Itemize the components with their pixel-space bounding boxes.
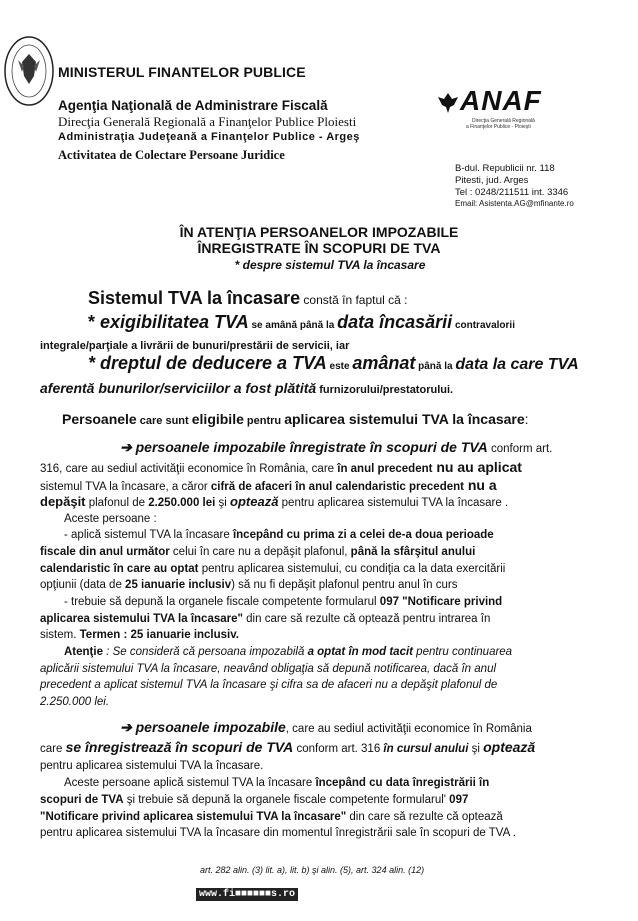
deduction-line: * dreptul de deducere a TVA este amânat până la data la care TVA (88, 353, 579, 373)
deduction-line-2: aferentă bunurilor/serviciilor a fost plătită furnizorului/prestatorului. (40, 380, 454, 396)
body-line: pentru aplicarea sistemului TVA la încasare din momentul înregistrării sale în scopuri de TVA . (40, 827, 516, 839)
regional-direction: Direcţia Generală Regională a Finanţelor Publice Ploiesti (58, 114, 357, 129)
intro-line: Sistemul TVA la încasare constă în faptul că : (88, 288, 408, 308)
body-line: 316, care au sediul activităţii economice în România, care în anul precedent nu au aplicat (40, 459, 522, 475)
body-line: care se înregistrează în scopuri de TVA conform art. 316 în cursul anului şi optează (40, 739, 536, 755)
activity-name: Activitatea de Colectare Persoane Juridice (58, 148, 285, 162)
email-address: Email: Asistenta.AG@mfinante.ro (455, 199, 574, 208)
logo-subtitle-1: Direcţia Generală Regională (472, 118, 535, 124)
body-line: Aceste persoane : (64, 513, 157, 525)
logo-subtitle-2: a Finanţelor Publice - Ploieşti (466, 124, 531, 130)
body-line: calendaristic în care au optat pentru aplicarea sistemului, cu condiţia ca la data exercitării (40, 563, 506, 575)
attention-note-line: aplicării sistemului TVA la încasare, neavând obligaţia să depună notificarea, dacă în anul (40, 663, 497, 675)
title-line-1: ÎN ATENŢIA PERSOANELOR IMPOZABILE (179, 224, 459, 240)
agency-name: Agenţia Naţională de Administrare Fiscală (58, 98, 328, 113)
body-line: depăşit plafonul de 2.250.000 lei şi optează pentru aplicarea sistemului TVA la încasare . (40, 494, 509, 509)
title-subtitle: * despre sistemul TVA la încasare (234, 258, 426, 272)
body-line: opţiunii (data de 25 ianuarie inclusiv) să nu fi depăşit plafonul pentru anul în curs (40, 579, 458, 591)
anaf-logo-text: ANAF (460, 85, 542, 116)
exigibility-line: * exigibilitatea TVA se amână până la data încasării contravalorii (88, 312, 515, 332)
anaf-eagle-icon (436, 91, 460, 113)
address-line: Tel : 0248/211511 int. 3346 (455, 187, 569, 198)
attention-note-line: 2.250.000 lei. (40, 696, 110, 708)
body-line: fiscale din anul următor celui în care nu a depăşit plafonul, până la sfârşitul anului (40, 546, 476, 558)
attention-note: Atenţie : Se consideră că persoana impozabilă a optat în mod tacit pentru continuarea (64, 646, 513, 658)
body-line: "Notificare privind aplicarea sistemului TVA la încasare" din care să rezulte că optează (40, 811, 503, 823)
address-line: Pitesti, jud. Arges (455, 175, 529, 186)
eligible-item-1: ➔ persoanele impozabile înregistrate în scopuri de TVA conform art. (120, 439, 553, 455)
attention-note-line: precedent a aplicat sistemul TVA la încasare şi cifra sa de afaceri nu a depăşit plafonul de (40, 679, 498, 691)
ministry-name: MINISTERUL FINANTELOR PUBLICE (58, 64, 306, 80)
website-url: www.fi■■■■■■s.ro (196, 883, 341, 897)
body-line: - trebuie să depună la organele fiscale competente formularul 097 "Notificare privind (64, 596, 503, 608)
body-line: - aplică sistemul TVA la încasare începând cu prima zi a celei de-a doua perioade (64, 529, 494, 541)
body-line: scopuri de TVA şi trebuie să depună la organele fiscale competente formularul' 097 (40, 794, 469, 806)
title-line-2: ÎNREGISTRATE ÎN SCOPURI DE TVA (197, 240, 441, 256)
body-line: Aceste persoane aplică sistemul TVA la încasare începând cu data înregistrării în (64, 777, 490, 789)
eligible-heading: Persoanele care sunt eligibile pentru aplicarea sistemului TVA la încasare: (62, 411, 529, 427)
county-administration: Administraţia Judeţeană a Finanţelor Publice - Argeş (58, 131, 360, 143)
romania-coat-of-arms-seal (4, 36, 54, 106)
body-line: sistem. Termen : 25 ianuarie inclusiv. (40, 629, 239, 641)
body-line: pentru aplicarea sistemului TVA la încasare. (40, 760, 264, 772)
address-line: B-dul. Republicii nr. 118 (455, 163, 555, 174)
eligible-item-2: ➔ persoanele impozabile, care au sediul activităţii economice în România (120, 719, 532, 735)
exigibility-line-2: integrale/parţiale a livrării de bunuri/prestării de servicii, iar (40, 340, 350, 352)
body-line: sistemul TVA la încasare, a căror cifră de afaceri în anul calendaristic precedent nu a (40, 477, 497, 493)
legal-reference: art. 282 alin. (3) lit. a), lit. b) şi alin. (5), art. 324 alin. (12) (200, 865, 425, 875)
body-line: aplicarea sistemului TVA la încasare" din care să rezulte că optează pentru intrarea în (40, 613, 491, 625)
